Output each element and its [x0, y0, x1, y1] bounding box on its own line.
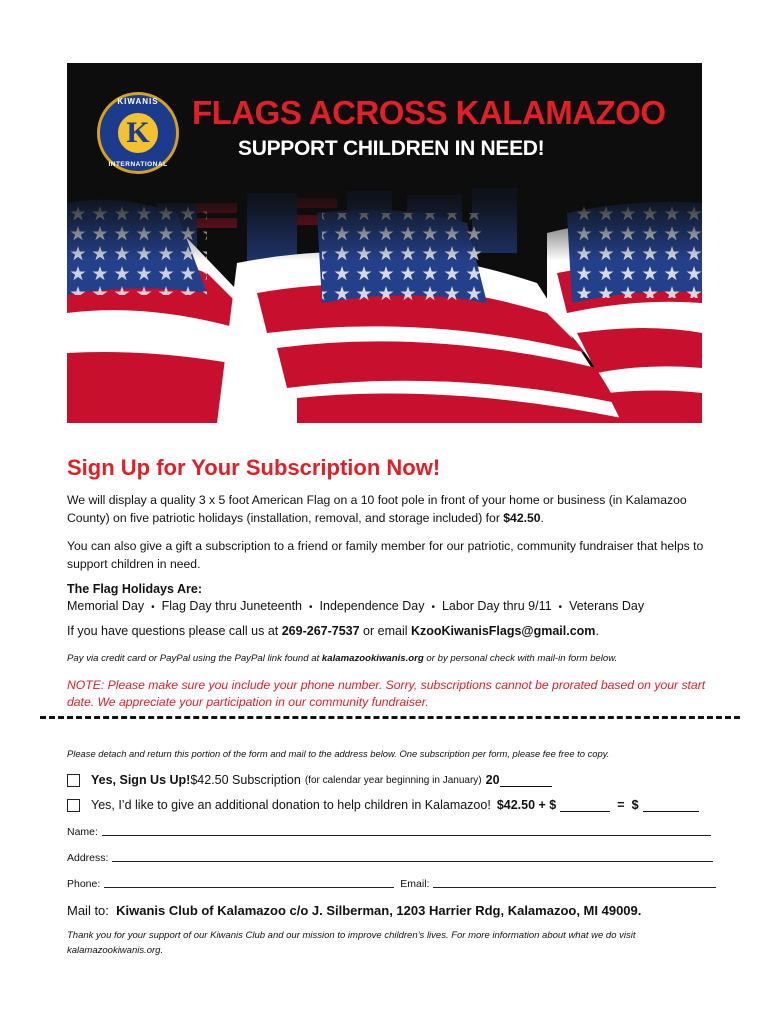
total-field[interactable]: [643, 799, 699, 812]
name-label: Name:: [67, 826, 98, 838]
logo-top-text: KIWANIS: [117, 97, 159, 106]
email-field[interactable]: [433, 886, 716, 888]
holiday-item: Labor Day thru 9/11: [441, 599, 552, 613]
holidays-title: The Flag Holidays Are:: [67, 582, 202, 596]
email-label: Email:: [400, 878, 430, 890]
year-field[interactable]: [500, 774, 552, 787]
website-link[interactable]: kalamazookiwanis.org: [321, 653, 424, 664]
holiday-item: Veterans Day: [569, 599, 645, 613]
kiwanis-logo: [97, 92, 179, 174]
phone-label: Phone:: [67, 878, 101, 890]
detach-instructions: Please detach and return this portion of the form and mail to the address below. One subscription per form, please fee free to copy.: [67, 748, 610, 759]
address-row: [67, 852, 713, 864]
name-row: [67, 826, 711, 838]
contact-line: If you have questions please call us at 269-267-7537 or email KzooKiwanisFlags@gmail.com.: [67, 624, 599, 638]
subscription-price: $42.50: [503, 511, 541, 525]
holiday-item: Independence Day: [319, 599, 425, 613]
subscription-checkbox[interactable]: [67, 774, 80, 787]
intro-paragraph-1: We will display a quality 3 x 5 foot American Flag on a 10 foot pole in front of your home or business (in Kalamazoo County) on five patriotic holidays (installation, removal, and storage included) for $42.50.: [67, 493, 687, 525]
detach-line: [40, 716, 740, 719]
donation-option: Yes, I’d like to give an additional donation to help children in Kalamazoo! $42.50 + $ = $: [67, 796, 699, 814]
mailing-address: Mail to: Kiwanis Club of Kalamazoo c/o J. Silberman, 1203 Harrier Rdg, Kalamazoo, MI 49009.: [67, 903, 642, 918]
holiday-item: Memorial Day: [67, 599, 145, 613]
hero-banner: [67, 63, 702, 423]
logo-letter: K: [126, 116, 150, 149]
donation-checkbox[interactable]: [67, 799, 80, 812]
payment-info: Pay via credit card or PayPal using the PayPal link found at kalamazookiwanis.org or by personal check with mail-in form below.: [67, 653, 618, 664]
logo-bottom-text: INTERNATIONAL: [108, 161, 168, 168]
banner-title: FLAGS ACROSS KALAMAZOO: [192, 94, 666, 131]
thank-you-note: Thank you for your support of our Kiwanis Club and our mission to improve children’s lives. For more information about what we do visit kalamazookiwanis.org.: [67, 930, 636, 956]
contact-phone[interactable]: 269-267-7537: [281, 624, 360, 638]
phone-field[interactable]: [104, 886, 394, 888]
subscription-option: Yes, Sign Us Up! $42.50 Subscription (for calendar year beginning in January) 20: [67, 771, 552, 789]
holiday-item: Flag Day thru Juneteenth: [161, 599, 302, 613]
holidays-list: Memorial Day • Flag Day thru Juneteenth • Independence Day • Labor Day thru 9/11 • Veterans Day: [67, 599, 645, 613]
page-heading: Sign Up for Your Subscription Now!: [67, 455, 441, 480]
name-field[interactable]: [102, 834, 711, 836]
contact-email-link[interactable]: KzooKiwanisFlags@gmail.com: [410, 624, 596, 638]
intro-paragraph-2: You can also give a gift a subscription to a friend or family member for our patriotic, community fundraiser that helps to support children in need.: [67, 539, 704, 571]
address-label: Address:: [67, 852, 109, 864]
address-field[interactable]: [112, 860, 713, 862]
note-text: NOTE: Please make sure you include your phone number. Sorry, subscriptions cannot be prorated based on your start date. We appreciate your participation in our community fundraiser.: [67, 678, 706, 709]
banner-subtitle: SUPPORT CHILDREN IN NEED!: [238, 137, 545, 160]
phone-email-row: [67, 878, 716, 890]
donation-amount-field[interactable]: [560, 799, 610, 812]
